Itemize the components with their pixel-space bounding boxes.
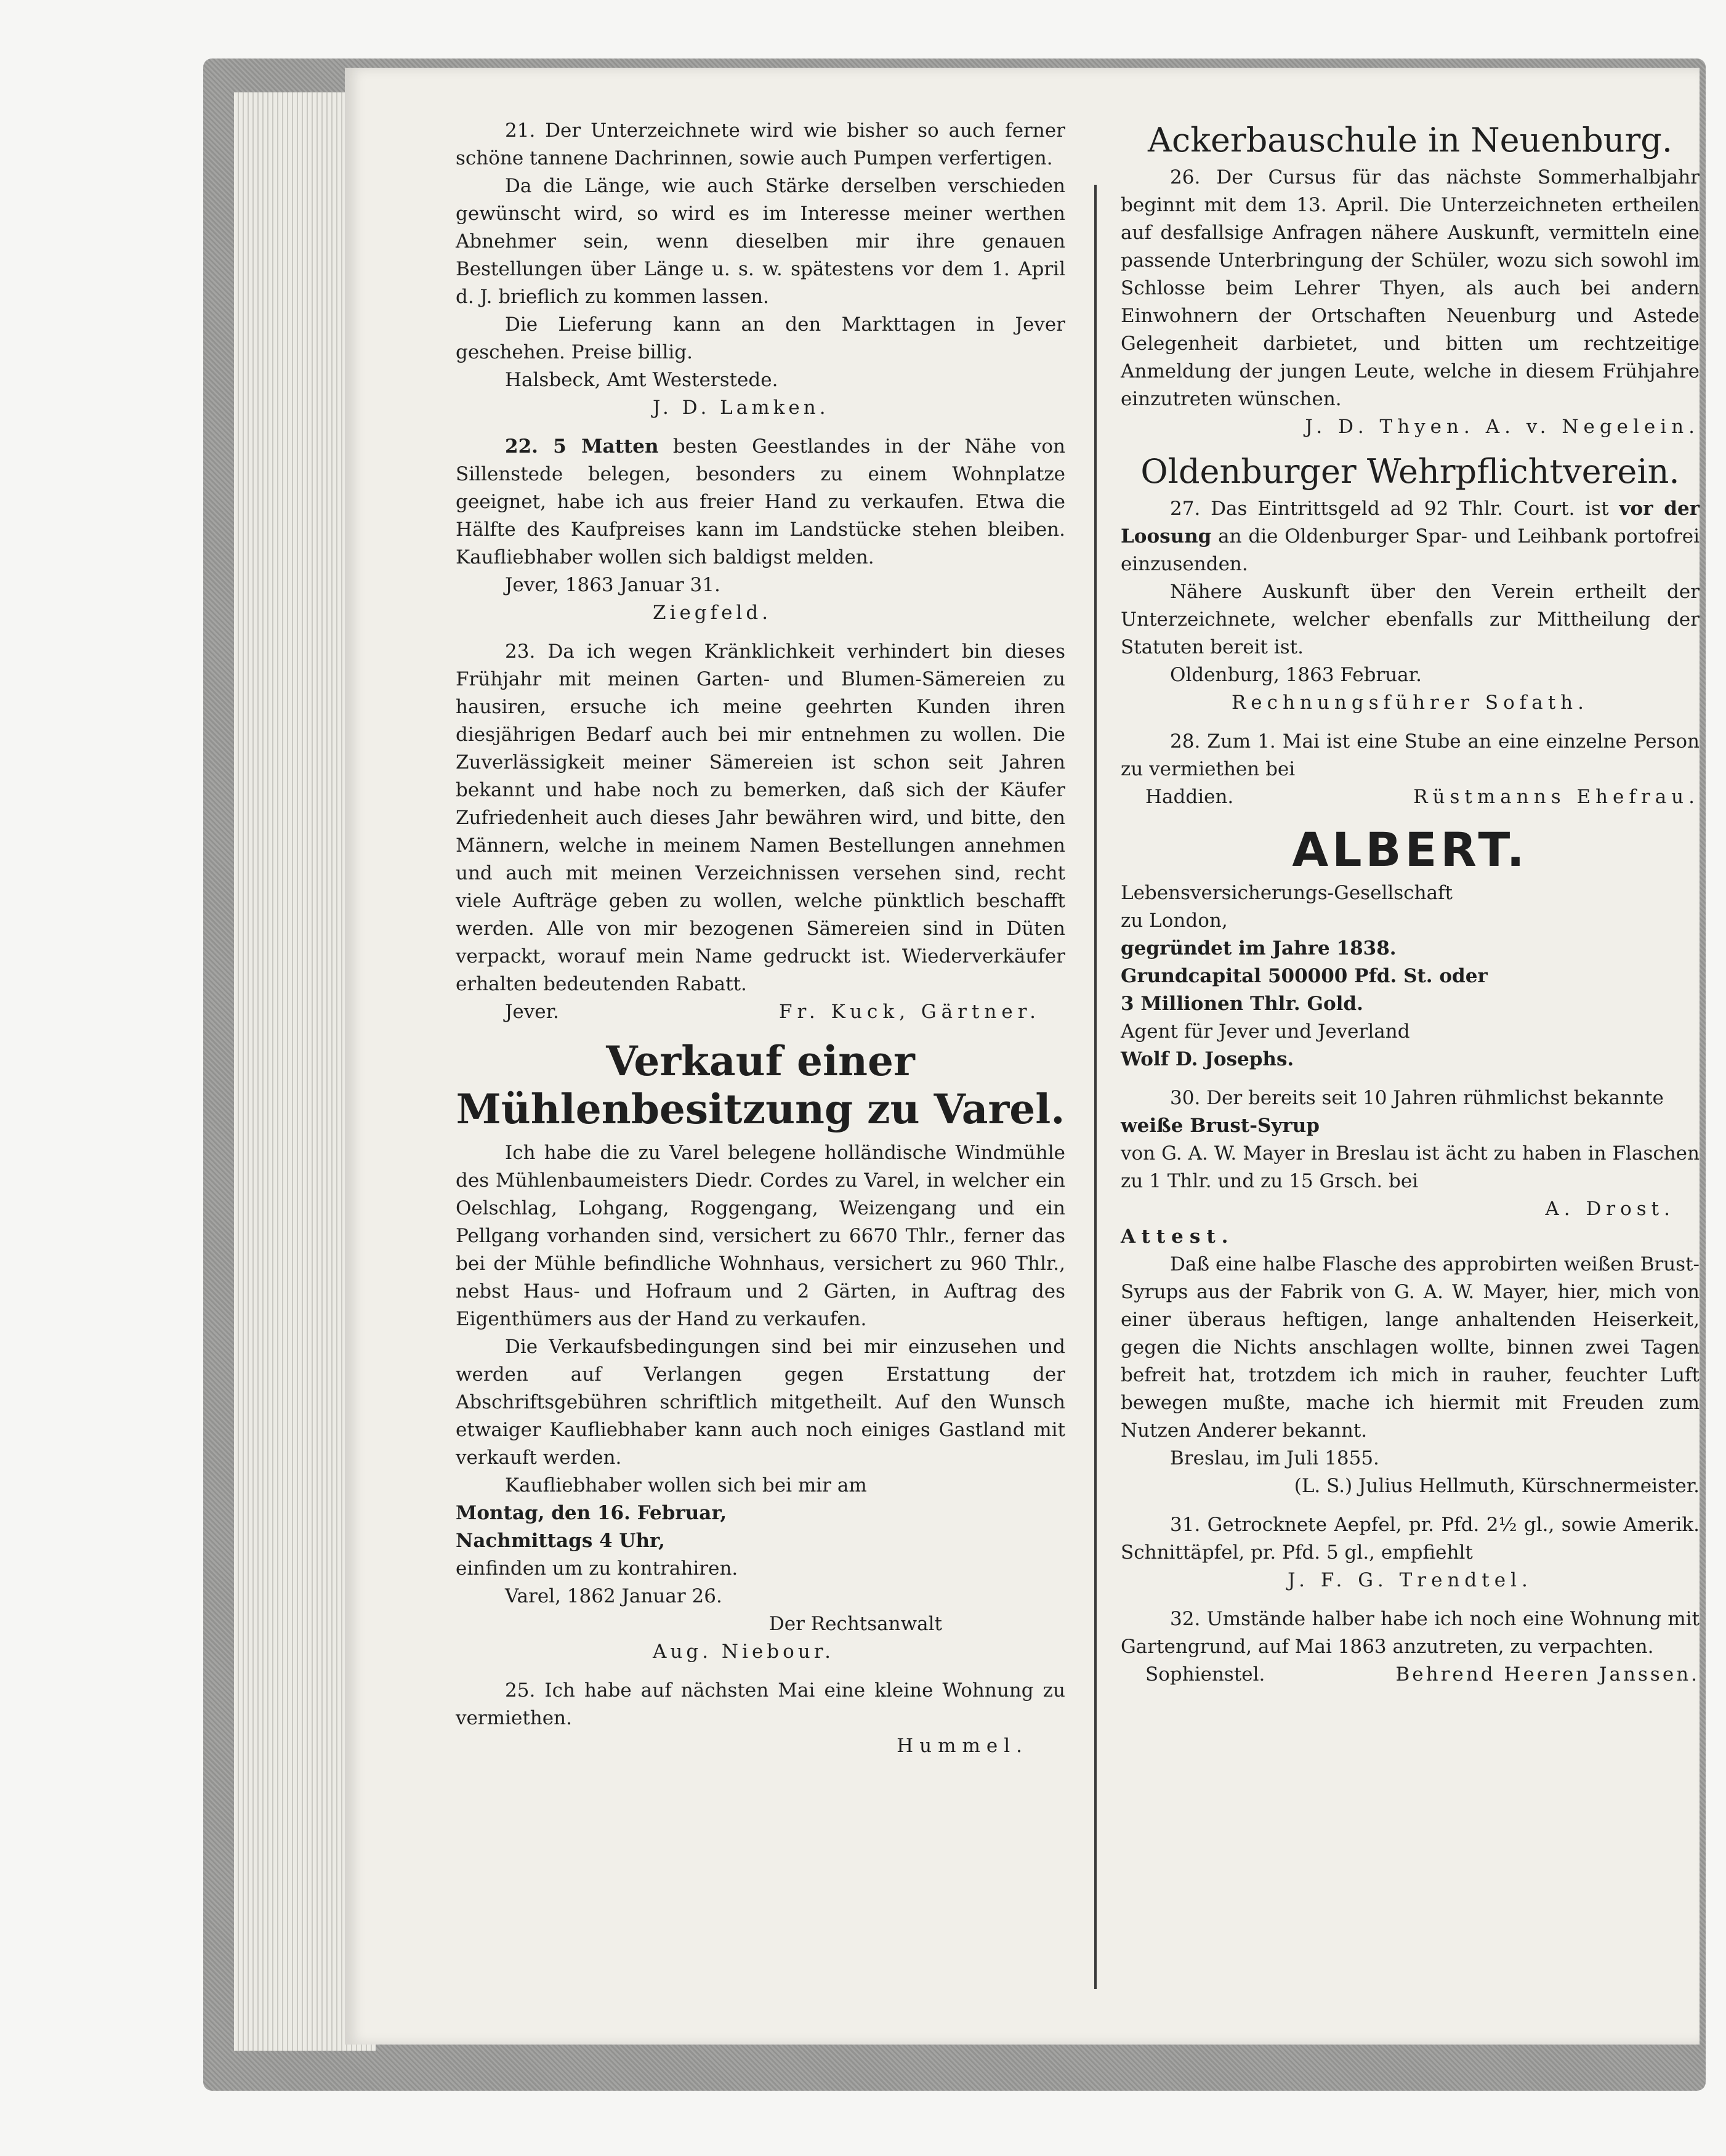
ad-24-after: einfinden um zu kontrahiren. xyxy=(456,1557,738,1580)
ad-24-line-2: Die Verkaufsbedingungen sind bei mir einzusehen und werden auf Verlangen gegen Erstattung der Abschriftsgebühren schriftlich mitgetheilt. Auf den Wunsch etwaiger Kaufliebhaber kann auch noch einiges Gastland mit verkauft werden. xyxy=(456,1336,1065,1469)
ad-25-text: 25. Ich habe auf nächsten Mai eine kleine Wohnung zu vermiethen. xyxy=(456,1679,1065,1729)
ad-28-footer xyxy=(1121,783,1700,811)
left-column xyxy=(456,117,1065,1771)
ad-26-signature: J. D. Thyen. A. v. Negelein. xyxy=(1305,416,1700,438)
ad-21-line-2: Da die Länge, wie auch Stärke derselben verschieden gewünscht wird, so wird es im Interesse meiner werthen Abnehmer sein, wenn dieselben mir ihre genauen Bestellungen über Länge u. s. w. spätestens vor dem 1. April d. J. brieflich zu kommen lassen. xyxy=(456,175,1065,308)
ad-23 xyxy=(456,638,1065,1026)
ad-25 xyxy=(456,1677,1065,1760)
ad-30-attest-heading: Attest. xyxy=(1121,1225,1235,1248)
ad-30-seller: A. Drost. xyxy=(1545,1198,1675,1220)
ad-29-line-4: Grundcapital 500000 Pfd. St. oder xyxy=(1121,965,1488,987)
ad-22-date: Jever, 1863 Januar 31. xyxy=(505,574,720,596)
ad-28 xyxy=(1121,728,1700,811)
ad-24-line-3: Kaufliebhaber wollen sich bei mir am xyxy=(505,1474,867,1496)
ad-27-signature: Rechnungsführer Sofath. xyxy=(1231,692,1589,714)
ad-32-signature: Behrend Heeren Janssen. xyxy=(1395,1663,1700,1686)
ad-28-text: 28. Zum 1. Mai ist eine Stube an eine einzelne Person zu vermiethen bei xyxy=(1121,730,1700,780)
ad-27-bold: vor der Loosung xyxy=(1121,498,1700,547)
ad-27-text-post: an die Oldenburger Spar- und Leihbank portofrei einzusenden. xyxy=(1121,525,1700,575)
ad-27-heading: Oldenburger Wehrpflichtverein. xyxy=(1140,452,1680,491)
ad-23-text: 23. Da ich wegen Kränklichkeit verhindert bin dieses Frühjahr mit meinen Garten- und Blumen-Sämereien zu hausiren, ersuche ich meine geehrten Kunden ihren diesjährigen Bedarf auch bei mir entnehmen zu wollen. Die Zuverlässigkeit meiner Sämereien ist schon seit Jahren bekannt und habe noch zu bemerken, daß sich der Käufer Zufriedenheit auch dieses Jahr bewähren wird, und bitte, den Männern, welche in meinem Namen Bestellungen annehmen und auch mit meinen Verzeichnissen versehen sind, recht viele Aufträge geben zu wollen, welche pünktlich beschafft werden. Alle von mir bezogenen Sämereien sind in Düten verpackt, worauf mein Name gedruckt ist. Wiederverkäufer erhalten bedeutenden Rabatt. xyxy=(456,640,1065,995)
ad-24-date: Varel, 1862 Januar 26. xyxy=(505,1585,722,1607)
ad-22-text xyxy=(456,433,1065,571)
ad-31 xyxy=(1121,1511,1700,1594)
ad-24-date-line-1: Montag, den 16. Februar, xyxy=(456,1502,727,1524)
ad-24-signature: Aug. Niebour. xyxy=(653,1641,835,1663)
ad-25-signature: Hummel. xyxy=(897,1735,1028,1757)
ad-23-place: Jever. xyxy=(505,1001,559,1023)
ad-30-text-2: von G. A. W. Mayer in Breslau ist ächt zu haben in Flaschen zu 1 Thlr. und zu 15 Grsch. bei xyxy=(1121,1142,1700,1192)
ad-27-text xyxy=(1121,495,1700,578)
ad-32-place: Sophienstel. xyxy=(1145,1663,1265,1686)
ad-29-line-1: Lebensversicherungs-Gesellschaft xyxy=(1121,882,1453,904)
ad-29-agent-name: Wolf D. Josephs. xyxy=(1121,1048,1294,1070)
ad-24-line-1: Ich habe die zu Varel belegene holländische Windmühle des Mühlenbaumeisters Diedr. Cordes zu Varel, in welcher ein Oelschlag, Lohgang, Roggengang, Weizengang und ein Pellgang vorhanden sind, versichert zu 6670 Thlr., ferner das bei der Mühle befindliche Wohnhaus, versichert zu 960 Thlr., nebst Haus- und Hofraum und 2 Gärten, in Auftrag des Eigenthümers aus der Hand zu verkaufen. xyxy=(456,1142,1065,1330)
ad-28-signature: Rüstmanns Ehefrau. xyxy=(1413,786,1700,808)
ad-21 xyxy=(456,117,1065,422)
ad-21-place: Halsbeck, Amt Westerstede. xyxy=(505,369,778,391)
ad-30-date: Breslau, im Juli 1855. xyxy=(1170,1447,1379,1469)
column-divider xyxy=(1094,185,1097,1989)
ad-23-signature: Fr. Kuck, Gärtner. xyxy=(778,1001,1041,1023)
ad-32 xyxy=(1121,1605,1700,1689)
ad-22-body: besten Geestlandes in der Nähe von Sillenstede belegen, besonders zu einem Wohnplatze geeignet, habe ich aus freier Hand zu verkaufen. Etwa die Hälfte des Kaufpreises kann im Landstücke stehen bleiben. Kaufliebhaber wollen sich baldigst melden. xyxy=(456,435,1065,568)
ad-21-line-3: Die Lieferung kann an den Markttagen in Jever geschehen. Preise billig. xyxy=(456,313,1065,363)
ad-30 xyxy=(1121,1084,1700,1500)
ad-29-line-5: 3 Millionen Thlr. Gold. xyxy=(1121,993,1363,1015)
ad-27-text-pre: 27. Das Eintrittsgeld ad 92 Thlr. Court. ist xyxy=(1170,498,1609,520)
ad-22-lead: 22. 5 Matten xyxy=(505,435,659,458)
ad-21-signature: J. D. Lamken. xyxy=(653,397,829,419)
ad-30-product: weiße Brust-Syrup xyxy=(1121,1115,1320,1137)
ad-26 xyxy=(1121,121,1700,441)
ad-24 xyxy=(456,1037,1065,1666)
ad-32-text: 32. Umstände halber habe ich noch eine Wohnung mit Gartengrund, auf Mai 1863 anzutreten, zu verpachten. xyxy=(1121,1608,1700,1658)
ad-24-role: Der Rechtsanwalt xyxy=(768,1613,942,1635)
ad-29-title: ALBERT. xyxy=(1292,822,1528,877)
ad-26-heading: Ackerbauschule in Neuenburg. xyxy=(1147,121,1672,159)
ad-22-signature: Ziegfeld. xyxy=(653,602,772,624)
ad-26-text: 26. Der Cursus für das nächste Sommerhalbjahr beginnt mit dem 13. April. Die Unterzeichneten ertheilen auf desfallsige Anfragen nähere Auskunft, vermitteln eine passende Unterbringung der Schüler, wozu sich sowohl im Schlosse beim Lehrer Thyen, als auch bei andern Einwohnern der Ortschaften Neuenburg und Astede Gelegenheit darbietet, und bitten um rechtzeitige Anmeldung der jungen Leute, welche in diesem Frühjahre einzutreten wünschen. xyxy=(1121,166,1700,410)
ad-24-date-line-2: Nachmittags 4 Uhr, xyxy=(456,1530,665,1552)
ad-29-line-6: Agent für Jever und Jeverland xyxy=(1121,1020,1410,1043)
ad-31-signature: J. F. G. Trendtel. xyxy=(1288,1569,1533,1591)
ad-29-line-3: gegründet im Jahre 1838. xyxy=(1121,937,1397,959)
ad-32-footer xyxy=(1121,1661,1700,1689)
ad-27-date: Oldenburg, 1863 Februar. xyxy=(1170,664,1422,686)
ad-30-attest-text: Daß eine halbe Flasche des approbirten weißen Brust-Syrups aus der Fabrik von G. A. W. Mayer, hier, mich von einer überaus heftigen, lange anhaltenden Heiserkeit, gegen die Nichts anschlagen wollte, binnen zwei Tagen befreit hat, trotzdem ich mich in rauher, feuchter Luft bewegen mußte, mache ich hiermit mit Freuden zum Nutzen Anderer bekannt. xyxy=(1121,1253,1700,1442)
ad-31-text: 31. Getrocknete Aepfel, pr. Pfd. 2½ gl., sowie Amerik. Schnittäpfel, pr. Pfd. 5 gl., empfiehlt xyxy=(1121,1514,1700,1564)
right-column xyxy=(1121,117,1700,1700)
ad-22 xyxy=(456,433,1065,627)
ad-23-footer xyxy=(456,998,1065,1026)
ad-30-signature: (L. S.) Julius Hellmuth, Kürschnermeister. xyxy=(1294,1475,1700,1497)
ad-24-heading: Verkauf einer Mühlenbesitzung zu Varel. xyxy=(456,1037,1065,1133)
ad-29-line-2: zu London, xyxy=(1121,910,1228,932)
ad-27-text-2: Nähere Auskunft über den Verein ertheilt der Unterzeichnete, welcher ebenfalls zur Mittheilung der Statuten bereit ist. xyxy=(1121,581,1700,658)
ad-21-line-1: 21. Der Unterzeichnete wird wie bisher so auch ferner schöne tannene Dachrinnen, sowie auch Pumpen verfertigen. xyxy=(456,119,1065,169)
ad-29 xyxy=(1121,822,1700,1073)
ad-30-text: 30. Der bereits seit 10 Jahren rühmlichst bekannte xyxy=(1170,1087,1664,1109)
ad-28-place: Haddien. xyxy=(1145,786,1234,808)
ad-27 xyxy=(1121,452,1700,717)
